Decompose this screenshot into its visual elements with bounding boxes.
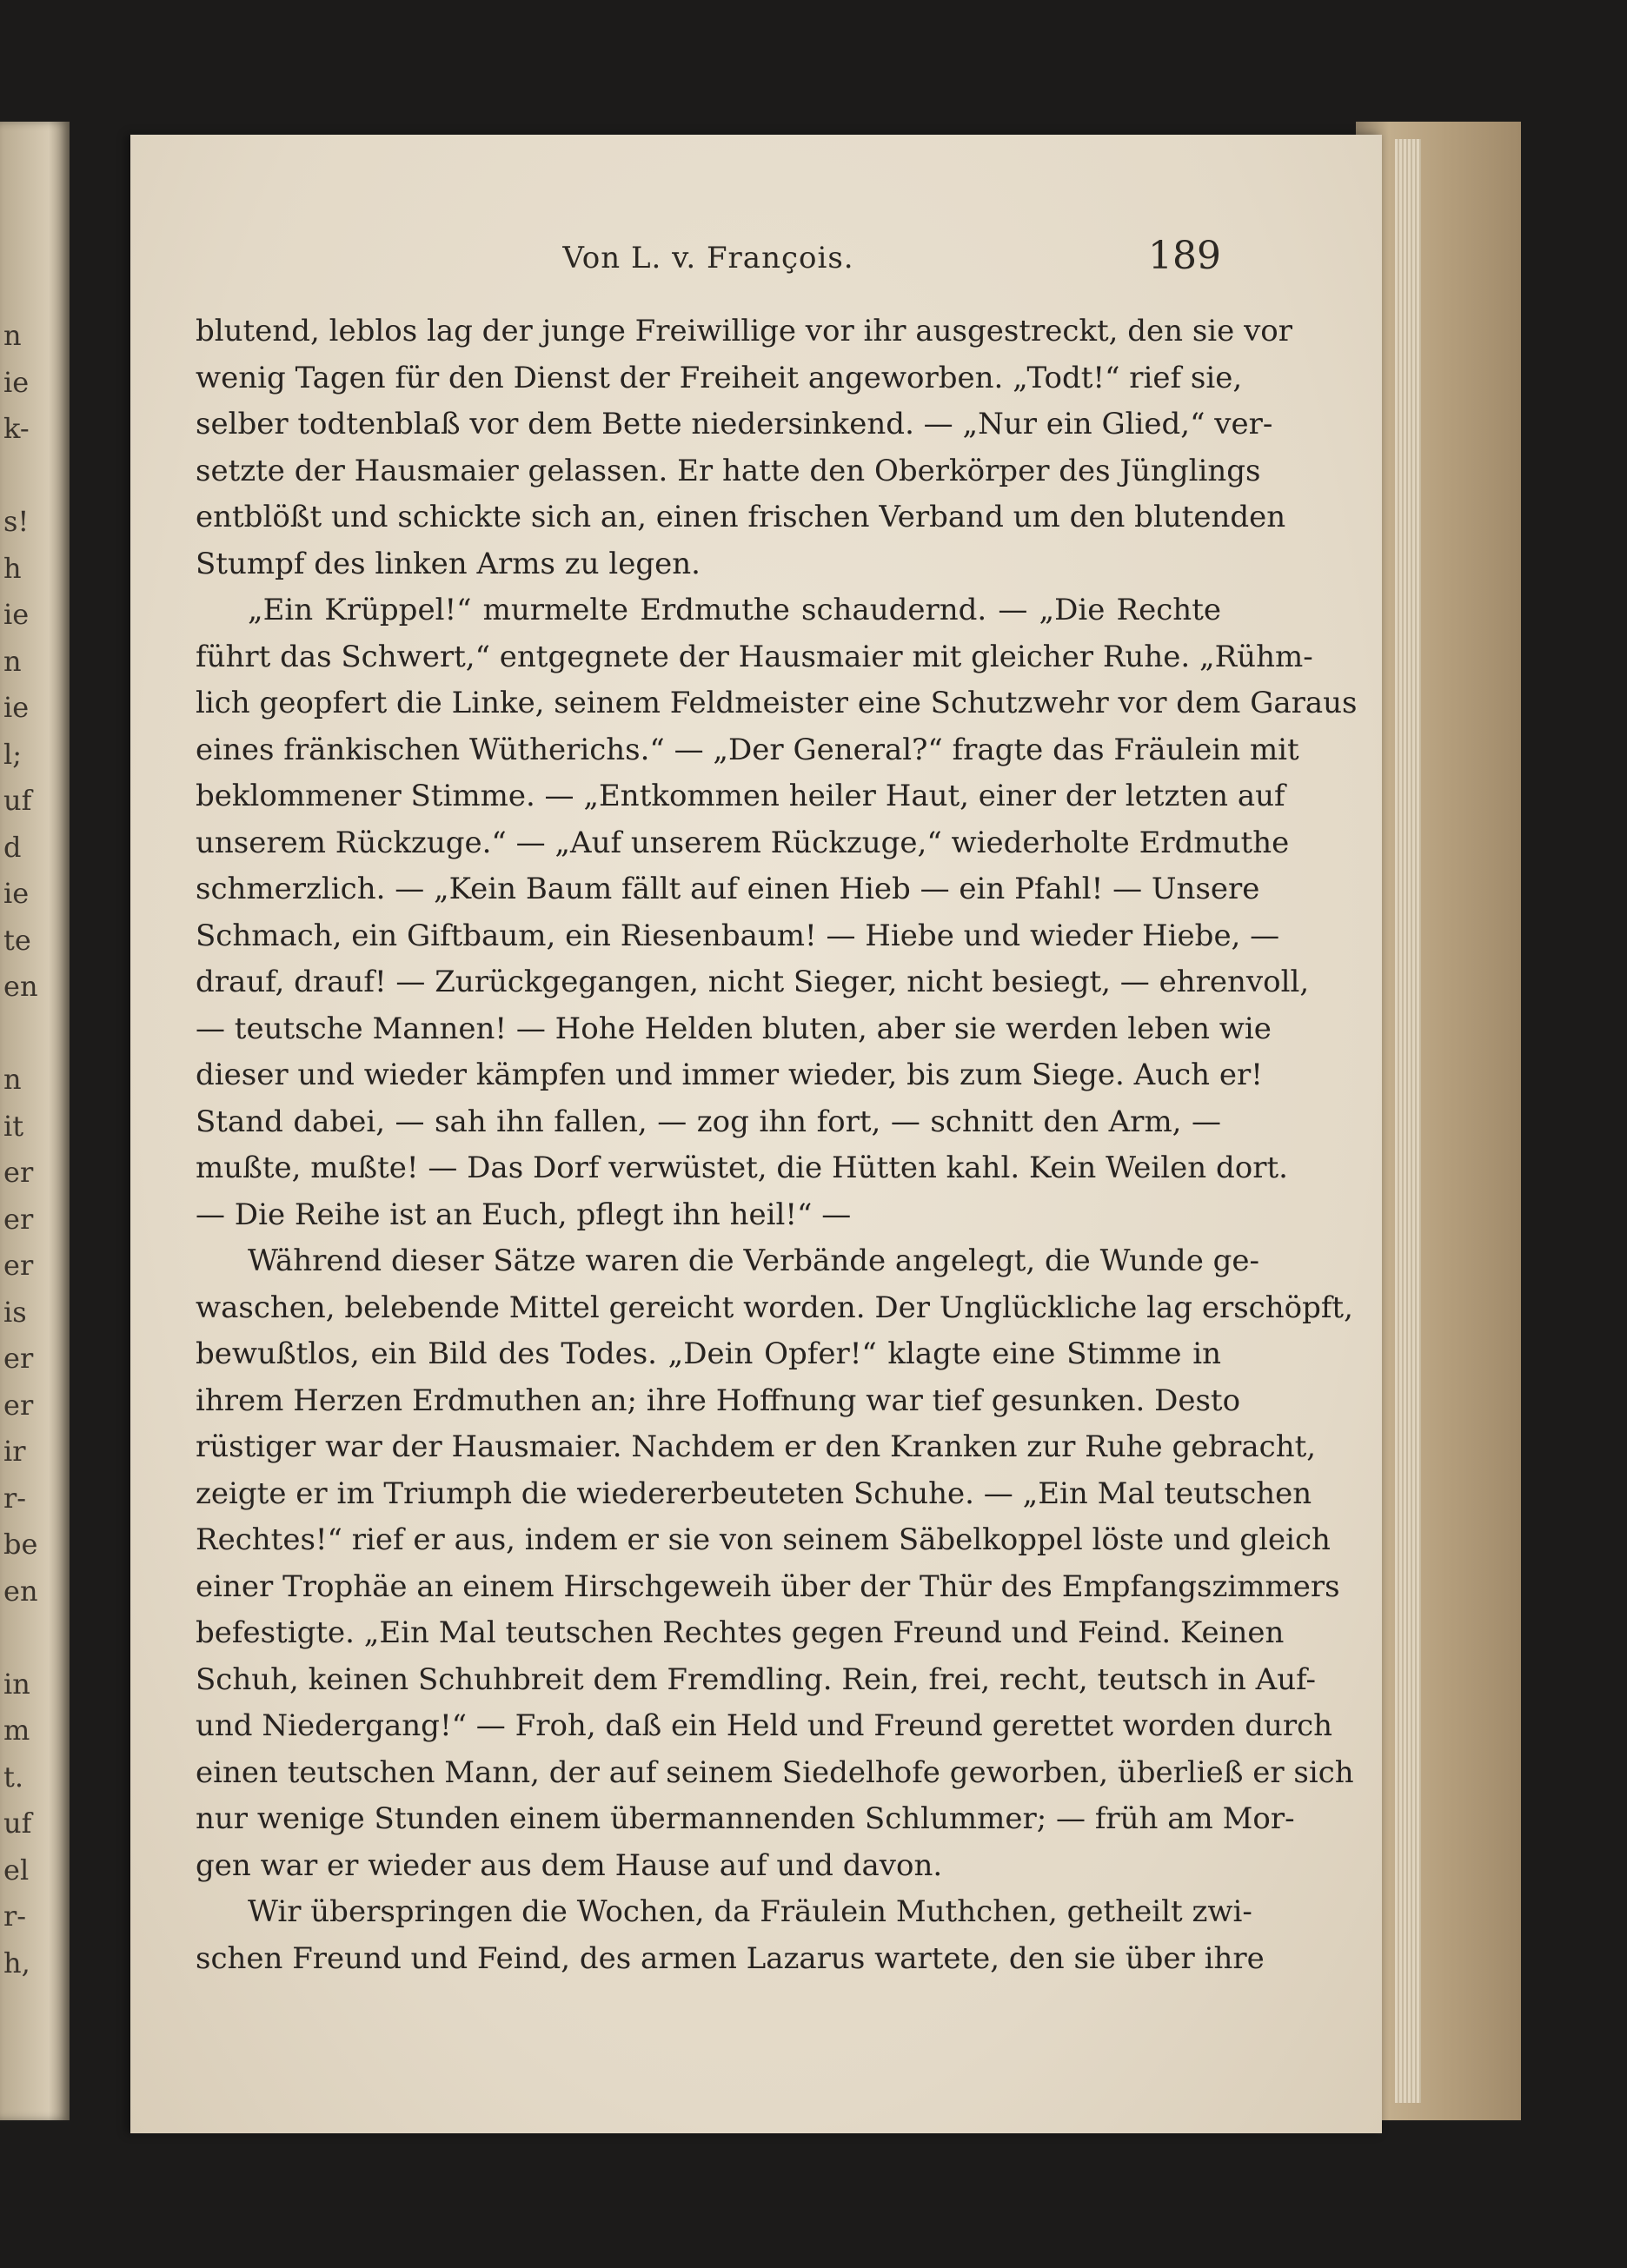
left-page-fragment: en bbox=[3, 970, 38, 1003]
text-line: setzte der Hausmaier gelassen. Er hatte den Oberkörper des Jünglings bbox=[196, 453, 1261, 488]
text-line: wenig Tagen für den Dienst der Freiheit angeworben. „Todt!“ rief sie, bbox=[196, 360, 1243, 395]
text-line: schmerzlich. — „Kein Baum fällt auf einen Hieb — ein Pfahl! — Unsere bbox=[196, 872, 1260, 906]
left-page-fragment: el bbox=[3, 1853, 30, 1887]
left-page-fragment: ir bbox=[3, 1435, 26, 1468]
left-page-fragment: uf bbox=[3, 784, 32, 817]
left-page-fragment: s! bbox=[3, 505, 30, 538]
text-line: unserem Rückzuge.“ — „Auf unserem Rückzuge,“ wiederholte Erdmuthe bbox=[196, 825, 1290, 860]
left-page-fragment: uf bbox=[3, 1807, 32, 1840]
text-line: und Niedergang!“ — Froh, daß ein Held und Freund gerettet worden durch bbox=[196, 1708, 1333, 1743]
text-line: Stand dabei, — sah ihn fallen, — zog ihn fort, — schnitt den Arm, — bbox=[196, 1104, 1221, 1139]
left-page-fragment: ie bbox=[3, 365, 30, 399]
book-page bbox=[130, 135, 1382, 2133]
left-page-fragment: n bbox=[3, 1063, 22, 1096]
left-page-fragment: ie bbox=[3, 598, 30, 631]
left-page-fragment: h bbox=[3, 551, 22, 585]
text-line: führt das Schwert,“ entgegnete der Hausmaier mit gleicher Ruhe. „Rühm- bbox=[196, 639, 1313, 674]
running-head: Von L. v. François. bbox=[562, 241, 854, 275]
text-line: lich geopfert die Linke, seinem Feldmeister eine Schutzwehr vor dem Garaus bbox=[196, 686, 1358, 720]
left-page-fragment: ie bbox=[3, 877, 30, 910]
left-page-fragment bbox=[3, 453, 38, 500]
text-line: rüstiger war der Hausmaier. Nachdem er den Kranken zur Ruhe gebracht, bbox=[196, 1429, 1317, 1464]
left-page-fragment bbox=[3, 1615, 38, 1661]
text-line: schen Freund und Feind, des armen Lazarus wartete, den sie über ihre bbox=[196, 1940, 1265, 1976]
text-line: Während dieser Sätze waren die Verbände angelegt, die Wunde ge- bbox=[248, 1243, 1260, 1278]
left-page-fragment: n bbox=[3, 319, 22, 352]
text-line: — Die Reihe ist an Euch, pflegt ihn heil!“ — bbox=[196, 1197, 852, 1232]
left-page-text-fragments bbox=[3, 313, 38, 1986]
left-facing-page bbox=[0, 122, 70, 2120]
text-line: ihrem Herzen Erdmuthen an; ihre Hoffnung war tief gesunken. Desto bbox=[196, 1383, 1241, 1418]
left-page-fragment bbox=[3, 1011, 38, 1058]
text-line: zeigte er im Triumph die wiedererbeuteten Schuhe. — „Ein Mal teutschen bbox=[196, 1476, 1312, 1511]
text-line: selber todtenblaß vor dem Bette niedersinkend. — „Nur ein Glied,“ ver- bbox=[196, 407, 1273, 441]
page-stack bbox=[1395, 139, 1421, 2103]
text-line: bewußtlos, ein Bild des Todes. „Dein Opfer!“ klagte eine Stimme in bbox=[196, 1336, 1221, 1371]
text-line: einen teutschen Mann, der auf seinem Siedelhofe geworben, überließ er sich bbox=[196, 1754, 1354, 1790]
left-page-fragment: en bbox=[3, 1574, 38, 1608]
text-line: drauf, drauf! — Zurückgegangen, nicht Sieger, nicht besiegt, — ehrenvoll, bbox=[196, 965, 1310, 999]
text-line: befestigte. „Ein Mal teutschen Rechtes gegen Freund und Feind. Keinen bbox=[196, 1615, 1285, 1650]
left-page-fragment: r- bbox=[3, 1900, 27, 1933]
left-page-fragment: ie bbox=[3, 691, 30, 724]
text-line: Rechtes!“ rief er aus, indem er sie von seinem Säbelkoppel löste und gleich bbox=[196, 1522, 1331, 1557]
text-line: Stumpf des linken Arms zu legen. bbox=[196, 546, 701, 581]
text-line: nur wenige Stunden einem übermannenden Schlummer; — früh am Mor- bbox=[196, 1801, 1295, 1836]
left-page-fragment: h, bbox=[3, 1946, 30, 1980]
page-number: 189 bbox=[1148, 234, 1221, 278]
text-line: — teutsche Mannen! — Hohe Helden bluten, aber sie werden leben wie bbox=[196, 1011, 1272, 1046]
left-page-fragment: d bbox=[3, 830, 22, 864]
text-line: entblößt und schickte sich an, einen frischen Verband um den blutenden bbox=[196, 500, 1286, 534]
text-line: dieser und wieder kämpfen und immer wieder, bis zum Siege. Auch er! bbox=[196, 1058, 1263, 1092]
left-page-fragment: be bbox=[3, 1528, 38, 1561]
left-page-fragment: n bbox=[3, 644, 22, 678]
text-line: „Ein Krüppel!“ murmelte Erdmuthe schaudernd. — „Die Rechte bbox=[248, 593, 1221, 627]
text-line: einer Trophäe an einem Hirschgeweih über der Thür des Empfangszimmers bbox=[196, 1568, 1340, 1604]
text-line: mußte, mußte! — Das Dorf verwüstet, die Hütten kahl. Kein Weilen dort. bbox=[196, 1151, 1288, 1185]
left-page-fragment: l; bbox=[3, 737, 23, 771]
text-line: beklommener Stimme. — „Entkommen heiler Haut, einer der letzten auf bbox=[196, 779, 1285, 813]
left-page-fragment: er bbox=[3, 1342, 34, 1375]
text-line: Wir überspringen die Wochen, da Fräulein Muthchen, getheilt zwi- bbox=[248, 1894, 1252, 1929]
left-page-fragment: k- bbox=[3, 412, 30, 445]
left-page-fragment: er bbox=[3, 1388, 34, 1422]
left-page-fragment: te bbox=[3, 923, 31, 957]
text-line: blutend, leblos lag der junge Freiwillige vor ihr ausgestreckt, den sie vor bbox=[196, 314, 1293, 348]
left-page-fragment: er bbox=[3, 1202, 34, 1236]
text-line: Schuh, keinen Schuhbreit dem Fremdling. Rein, frei, recht, teutsch in Auf- bbox=[196, 1661, 1316, 1697]
left-page-fragment: m bbox=[3, 1714, 30, 1747]
body-text bbox=[196, 308, 1358, 1982]
text-line: eines fränkischen Wütherichs.“ — „Der General?“ fragte das Fräulein mit bbox=[196, 732, 1299, 767]
page-header bbox=[196, 230, 1221, 282]
left-page-fragment: in bbox=[3, 1667, 30, 1701]
left-page-fragment: is bbox=[3, 1295, 27, 1329]
text-line: Schmach, ein Giftbaum, ein Riesenbaum! — Hiebe und wieder Hiebe, — bbox=[196, 918, 1280, 953]
left-page-fragment: t. bbox=[3, 1760, 24, 1794]
left-page-fragment: er bbox=[3, 1156, 34, 1189]
text-line: waschen, belebende Mittel gereicht worden. Der Unglückliche lag erschöpft, bbox=[196, 1290, 1353, 1325]
text-line: gen war er wieder aus dem Hause auf und davon. bbox=[196, 1847, 943, 1883]
left-page-fragment: er bbox=[3, 1249, 34, 1282]
left-page-fragment: r- bbox=[3, 1481, 27, 1515]
left-page-fragment: it bbox=[3, 1109, 24, 1143]
